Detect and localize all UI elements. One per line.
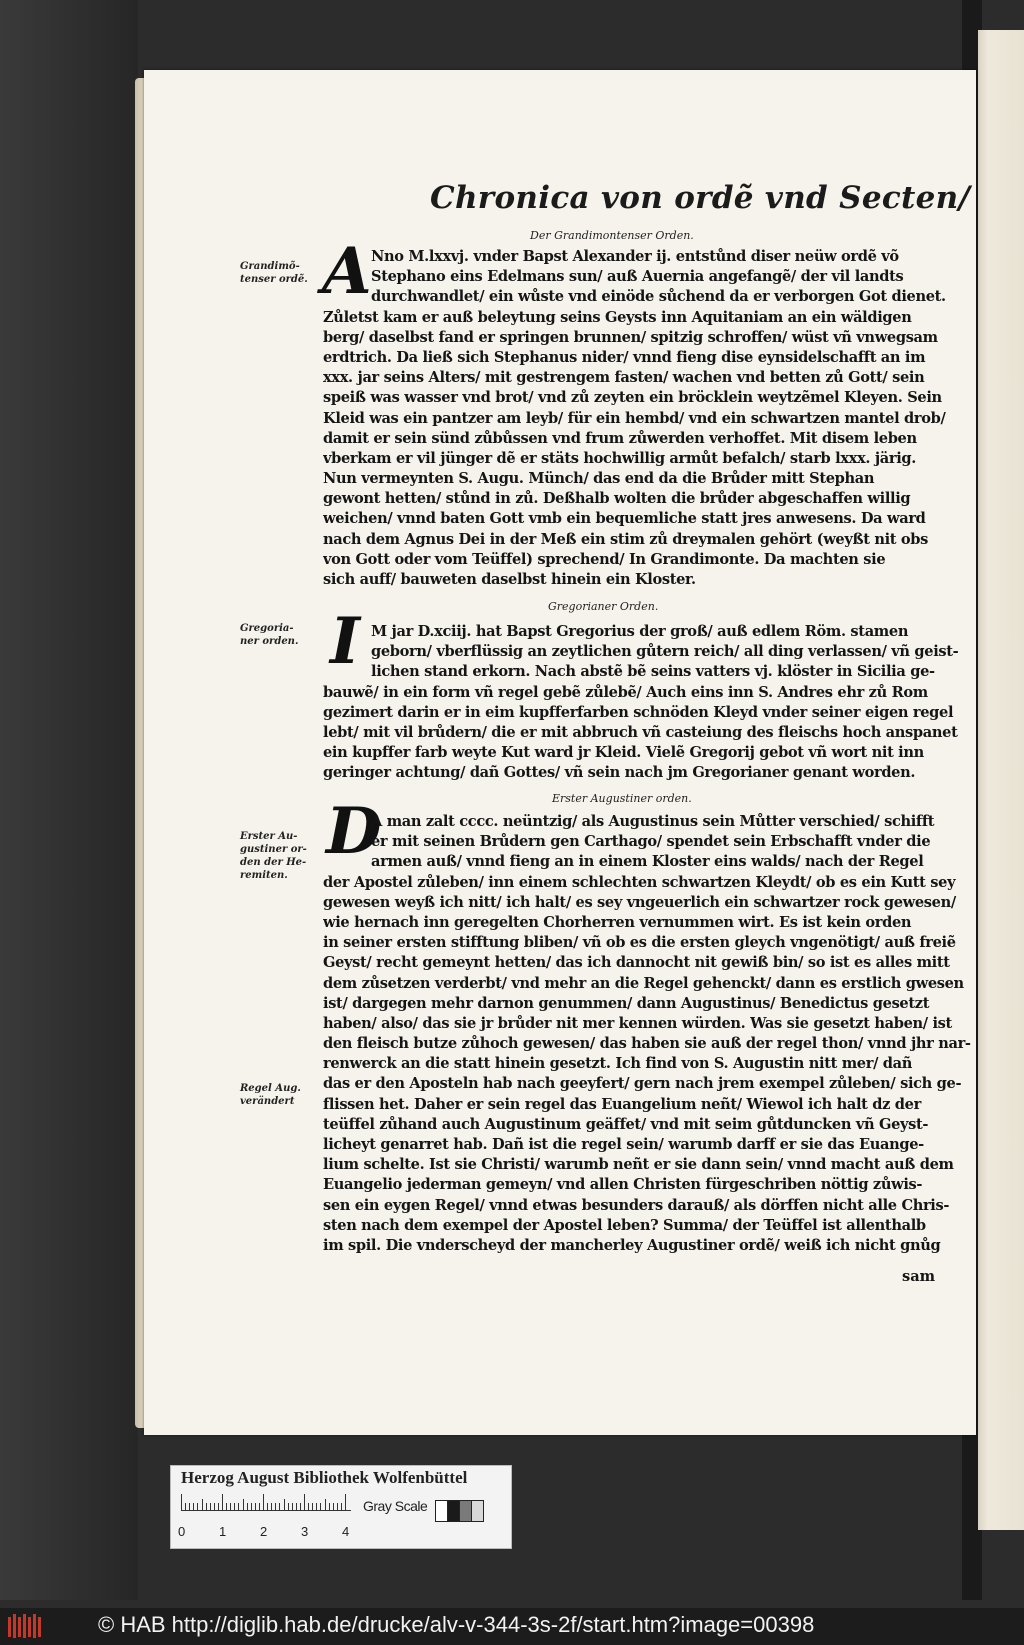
ruler-tick bbox=[238, 1503, 239, 1510]
ruler-tick bbox=[185, 1503, 186, 1510]
text-line: Nun vermeynten S. Augu. Münch/ das end da die Brůder mitt Stephan bbox=[323, 470, 875, 488]
section-heading: Erster Augustiner orden. bbox=[552, 792, 692, 805]
ruler-tick bbox=[193, 1503, 194, 1510]
footer-bar bbox=[0, 1608, 1024, 1645]
footer-url[interactable]: © HAB http://diglib.hab.de/drucke/alv-v-344-3s-2f/start.htm?image=00398 bbox=[98, 1612, 815, 1637]
text-line: von Gott oder vom Teüffel) sprechend/ In Grandimonte. Da machten sie bbox=[323, 550, 886, 568]
ruler-tick bbox=[320, 1503, 321, 1510]
text-line: renwerck an die statt hinein gesetzt. Ich find von S. Augustin nitt mer/ dañ bbox=[323, 1055, 913, 1073]
text-line: lebt/ mit vil brůdern/ die er mit abbruch vñ casteiung des fleischs hoch anspanet bbox=[323, 723, 958, 741]
text-line: Euangelio jederman gemeyn/ vnd allen Christen fürgeschriben nöttig zůwis‑ bbox=[323, 1176, 923, 1194]
text-line: Zůletst kam er auß beleytung seins Geysts inn Aquitaniam an ein wäldigen bbox=[323, 308, 912, 326]
margin-note: Regel Aug. verändert bbox=[240, 1083, 301, 1107]
section-heading: Der Grandimontenser Orden. bbox=[530, 229, 694, 242]
ruler-tick bbox=[296, 1503, 297, 1510]
text-line: durchwandlet/ ein wůste vnd einöde sůchend da er verborgen Got dienet. bbox=[371, 288, 946, 306]
ruler-tick bbox=[259, 1503, 260, 1510]
facing-page-edge bbox=[978, 30, 1024, 1530]
ruler-tick bbox=[275, 1503, 276, 1510]
ruler-tick bbox=[279, 1503, 280, 1510]
ruler-tick bbox=[247, 1503, 248, 1510]
margin-note: Erster Au‑ gustiner or‑ den der He‑ remiten. bbox=[240, 831, 307, 881]
section-body bbox=[323, 622, 958, 784]
text-line: geringer achtung/ dañ Gottes/ vñ sein nach jm Gregorianer genant worden. bbox=[323, 764, 916, 782]
ruler-tick bbox=[255, 1503, 256, 1510]
ruler-tick bbox=[341, 1503, 342, 1510]
ruler-tick bbox=[329, 1503, 330, 1510]
text-line: A man zalt cccc. neüntzig/ als Augustinus sein Můtter verschied/ schifft bbox=[371, 813, 935, 830]
ruler-tick bbox=[189, 1503, 190, 1510]
text-line: der Apostel zůleben/ inn einem schlechten schwartzen Kleydt/ ob es ein Kutt sey bbox=[323, 873, 956, 891]
text-line: bauwẽ/ in ein form vñ regel gebẽ zůlebẽ/ Auch eins inn S. Andres ehr zů Rom bbox=[323, 683, 928, 701]
text-line: damit er sein sünd zůbůssen vnd frum zůwerden verhoffet. Mit disem leben bbox=[323, 429, 917, 447]
drop-initial: A bbox=[322, 234, 372, 309]
text-line: Stephano eins Edelmans sun/ auß Auernia angefangẽ/ der vil landts bbox=[371, 268, 904, 286]
institution-label: Herzog August Bibliothek Wolfenbüttel bbox=[181, 1468, 468, 1487]
ruler-tick bbox=[271, 1503, 272, 1510]
gray-swatch bbox=[471, 1500, 484, 1522]
text-line: sen ein eygen Regel/ vnnd etwas besunders darauß/ als dörffen nicht alle Chris‑ bbox=[323, 1196, 950, 1214]
page-title: Chronica von ordẽ vnd Secten/ bbox=[430, 180, 971, 216]
ruler-tick bbox=[234, 1503, 235, 1510]
ruler-tick bbox=[218, 1503, 219, 1510]
scale-number: 4 bbox=[342, 1524, 350, 1539]
text-line: ist/ dargegen mehr darnon genummen/ dann Augustinus/ Benedictus gesetzt bbox=[323, 994, 930, 1012]
text-line: xxx. jar seins Alters/ mit gestrengem fasten/ wachen vnd betten zů Gott/ sein bbox=[323, 369, 925, 387]
text-line: lichen stand erkorn. Nach abstẽ bẽ seins vatters vj. klöster in Sicilia ge‑ bbox=[371, 663, 935, 681]
text-line: lium schelte. Ist sie Christi/ warumb neñt er sie dann sein/ vnnd macht auß dem bbox=[323, 1156, 954, 1174]
ruler-tick bbox=[284, 1499, 285, 1510]
ruler-tick bbox=[288, 1503, 289, 1510]
section-body bbox=[323, 812, 971, 1256]
text-line: berg/ daselbst fand er springen brunnen/ spitzig schroffen/ wüst vñ vnwegsam bbox=[323, 328, 938, 346]
text-line: dem zůsetzen verderbt/ vnd mehr an die Regel gehenckt/ dann es erstlich gwesen bbox=[323, 974, 964, 992]
margin-note: Gregoria‑ ner orden. bbox=[240, 623, 299, 647]
ruler-tick bbox=[202, 1499, 203, 1510]
ruler-tick bbox=[263, 1494, 264, 1510]
text-line: flissen het. Daher er sein regel das Euangelium neñt/ Wiewol ich halt dz der bbox=[323, 1095, 921, 1113]
ruler-tick bbox=[181, 1494, 182, 1510]
ruler-tick bbox=[292, 1503, 293, 1510]
ruler-tick bbox=[304, 1494, 305, 1510]
text-line: sich auff/ bauweten daselbst hinein ein Kloster. bbox=[323, 571, 696, 588]
text-line: den fleisch butze zůhoch gewesen/ das haben sie auß der regel thon/ vnnd jhr nar‑ bbox=[323, 1035, 971, 1053]
ruler-tick bbox=[197, 1503, 198, 1510]
ruler-tick bbox=[308, 1503, 309, 1510]
ruler-tick bbox=[316, 1503, 317, 1510]
text-line: gezimert darin er in eim kupfferfarben schnöden Kleyd vnder seiner eigen regel bbox=[323, 703, 954, 721]
drop-initial: D bbox=[326, 794, 382, 869]
text-line: gewesen weyß ich nitt/ ich halt/ es sey vngeuerlich ein schwartzer rock gewesen/ bbox=[323, 893, 956, 911]
text-line: wie hernach inn geregelten Chorherren vernummen wirt. Es ist kein orden bbox=[323, 913, 912, 931]
text-line: erdtrich. Da ließ sich Stephanus nider/ vnnd fieng dise eynsidelschafft an im bbox=[323, 348, 926, 366]
ruler-tick bbox=[345, 1494, 346, 1510]
hab-logo-icon bbox=[6, 1611, 46, 1641]
text-line: haben/ also/ das sie jr brůder nit mer kennen würden. Was sie gesetzt haben/ ist bbox=[323, 1014, 952, 1032]
ruler-tick bbox=[333, 1503, 334, 1510]
text-line: teüffel zůhand auch Augustinum geäffet/ vnd mit seim gůtduncken vñ Geyst‑ bbox=[323, 1115, 929, 1133]
ruler-tick bbox=[300, 1503, 301, 1510]
text-line: vberkam er vil jünger dẽ er stäts hochwillig armůt befalch/ starb lxxx. järig. bbox=[323, 449, 916, 467]
ruler-tick bbox=[210, 1503, 211, 1510]
ruler-tick bbox=[267, 1503, 268, 1510]
text-line: sten nach dem exempel der Apostel leben? Summa/ der Teüffel ist allenthalb bbox=[323, 1216, 926, 1234]
text-line: in seiner ersten stifftung bliben/ vñ ob es die ersten gleych vngenötigt/ auß freiẽ bbox=[323, 934, 956, 952]
text-line: geborn/ vberflüssig an zeytlichen gůtern reich/ all ding verlassen/ vñ geist‑ bbox=[371, 643, 959, 661]
ruler-tick bbox=[337, 1503, 338, 1510]
ruler bbox=[181, 1510, 351, 1511]
ruler-tick bbox=[243, 1499, 244, 1510]
scale-number: 3 bbox=[301, 1524, 309, 1539]
ruler-tick bbox=[312, 1503, 313, 1510]
section-body bbox=[323, 247, 946, 590]
ruler-tick bbox=[325, 1499, 326, 1510]
ruler-tick bbox=[222, 1494, 223, 1510]
text-line: im spil. Die vnderscheyd der mancherley Augustiner ordẽ/ weiß ich nicht gnůg bbox=[323, 1236, 941, 1254]
ruler-tick bbox=[226, 1503, 227, 1510]
book-left-edge bbox=[0, 0, 138, 1600]
scale-number: 2 bbox=[260, 1524, 268, 1539]
text-line: speiß was wasser vnd brot/ vnd zů zeyten ein bröcklein weytzẽmel Kleyen. Sein bbox=[323, 389, 942, 407]
gray-scale-card bbox=[170, 1465, 512, 1549]
text-line: ein kupffer farb weyte Kut ward jr Kleid. Vielẽ Gregorij gebot vñ wort nit inn bbox=[323, 744, 924, 762]
section-heading: Gregorianer Orden. bbox=[548, 600, 659, 613]
ruler-tick bbox=[251, 1503, 252, 1510]
ruler-tick bbox=[206, 1503, 207, 1510]
text-line: gewont hetten/ stůnd in zů. Deßhalb wolten die brůder abgeschaffen willig bbox=[323, 490, 911, 508]
text-line: licheyt genarret hab. Dañ ist die regel sein/ warumb darff er sie das Euange‑ bbox=[323, 1136, 924, 1153]
scale-number: 0 bbox=[178, 1524, 186, 1539]
text-line: armen auß/ vnnd fieng an in einem Kloster eins walds/ nach der Regel bbox=[371, 853, 924, 871]
ruler-tick bbox=[214, 1503, 215, 1510]
gray-scale-label: Gray Scale bbox=[363, 1498, 428, 1514]
catchword: sam bbox=[902, 1268, 936, 1285]
margin-note: Grandimõ‑ tenser ordẽ. bbox=[240, 261, 308, 285]
text-line: M jar D.xciij. hat Bapst Gregorius der groß/ auß edlem Röm. stamen bbox=[371, 623, 909, 640]
text-line: er mit seinen Brůdern gen Carthago/ spendet sein Erbschafft vnder die bbox=[371, 833, 931, 851]
text-line: Kleid was ein pantzer am leyb/ für ein hembd/ vnd ein schwartzen mantel drob/ bbox=[323, 409, 946, 427]
text-line: nach dem Agnus Dei in der Meß ein stim zů dreymalen gehört (weyßt nit obs bbox=[323, 530, 929, 548]
ruler-tick bbox=[230, 1503, 231, 1510]
text-line: Nno M.lxxvj. vnder Bapst Alexander ij. entstůnd diser neüw ordẽ võ bbox=[371, 248, 899, 265]
text-line: Geyst/ recht gemeynt hetten/ das ich dannocht nit gewiß bin/ so ist es alles mitt bbox=[323, 954, 950, 972]
text-line: weichen/ vnnd baten Gott vmb ein bequemliche statt jres anwesens. Da ward bbox=[323, 510, 926, 528]
text-line: das er den Aposteln hab nach geeyfert/ gern nach jrem exempel zůleben/ sich ge‑ bbox=[323, 1075, 962, 1093]
scale-number: 1 bbox=[219, 1524, 227, 1539]
drop-initial: I bbox=[330, 604, 360, 679]
